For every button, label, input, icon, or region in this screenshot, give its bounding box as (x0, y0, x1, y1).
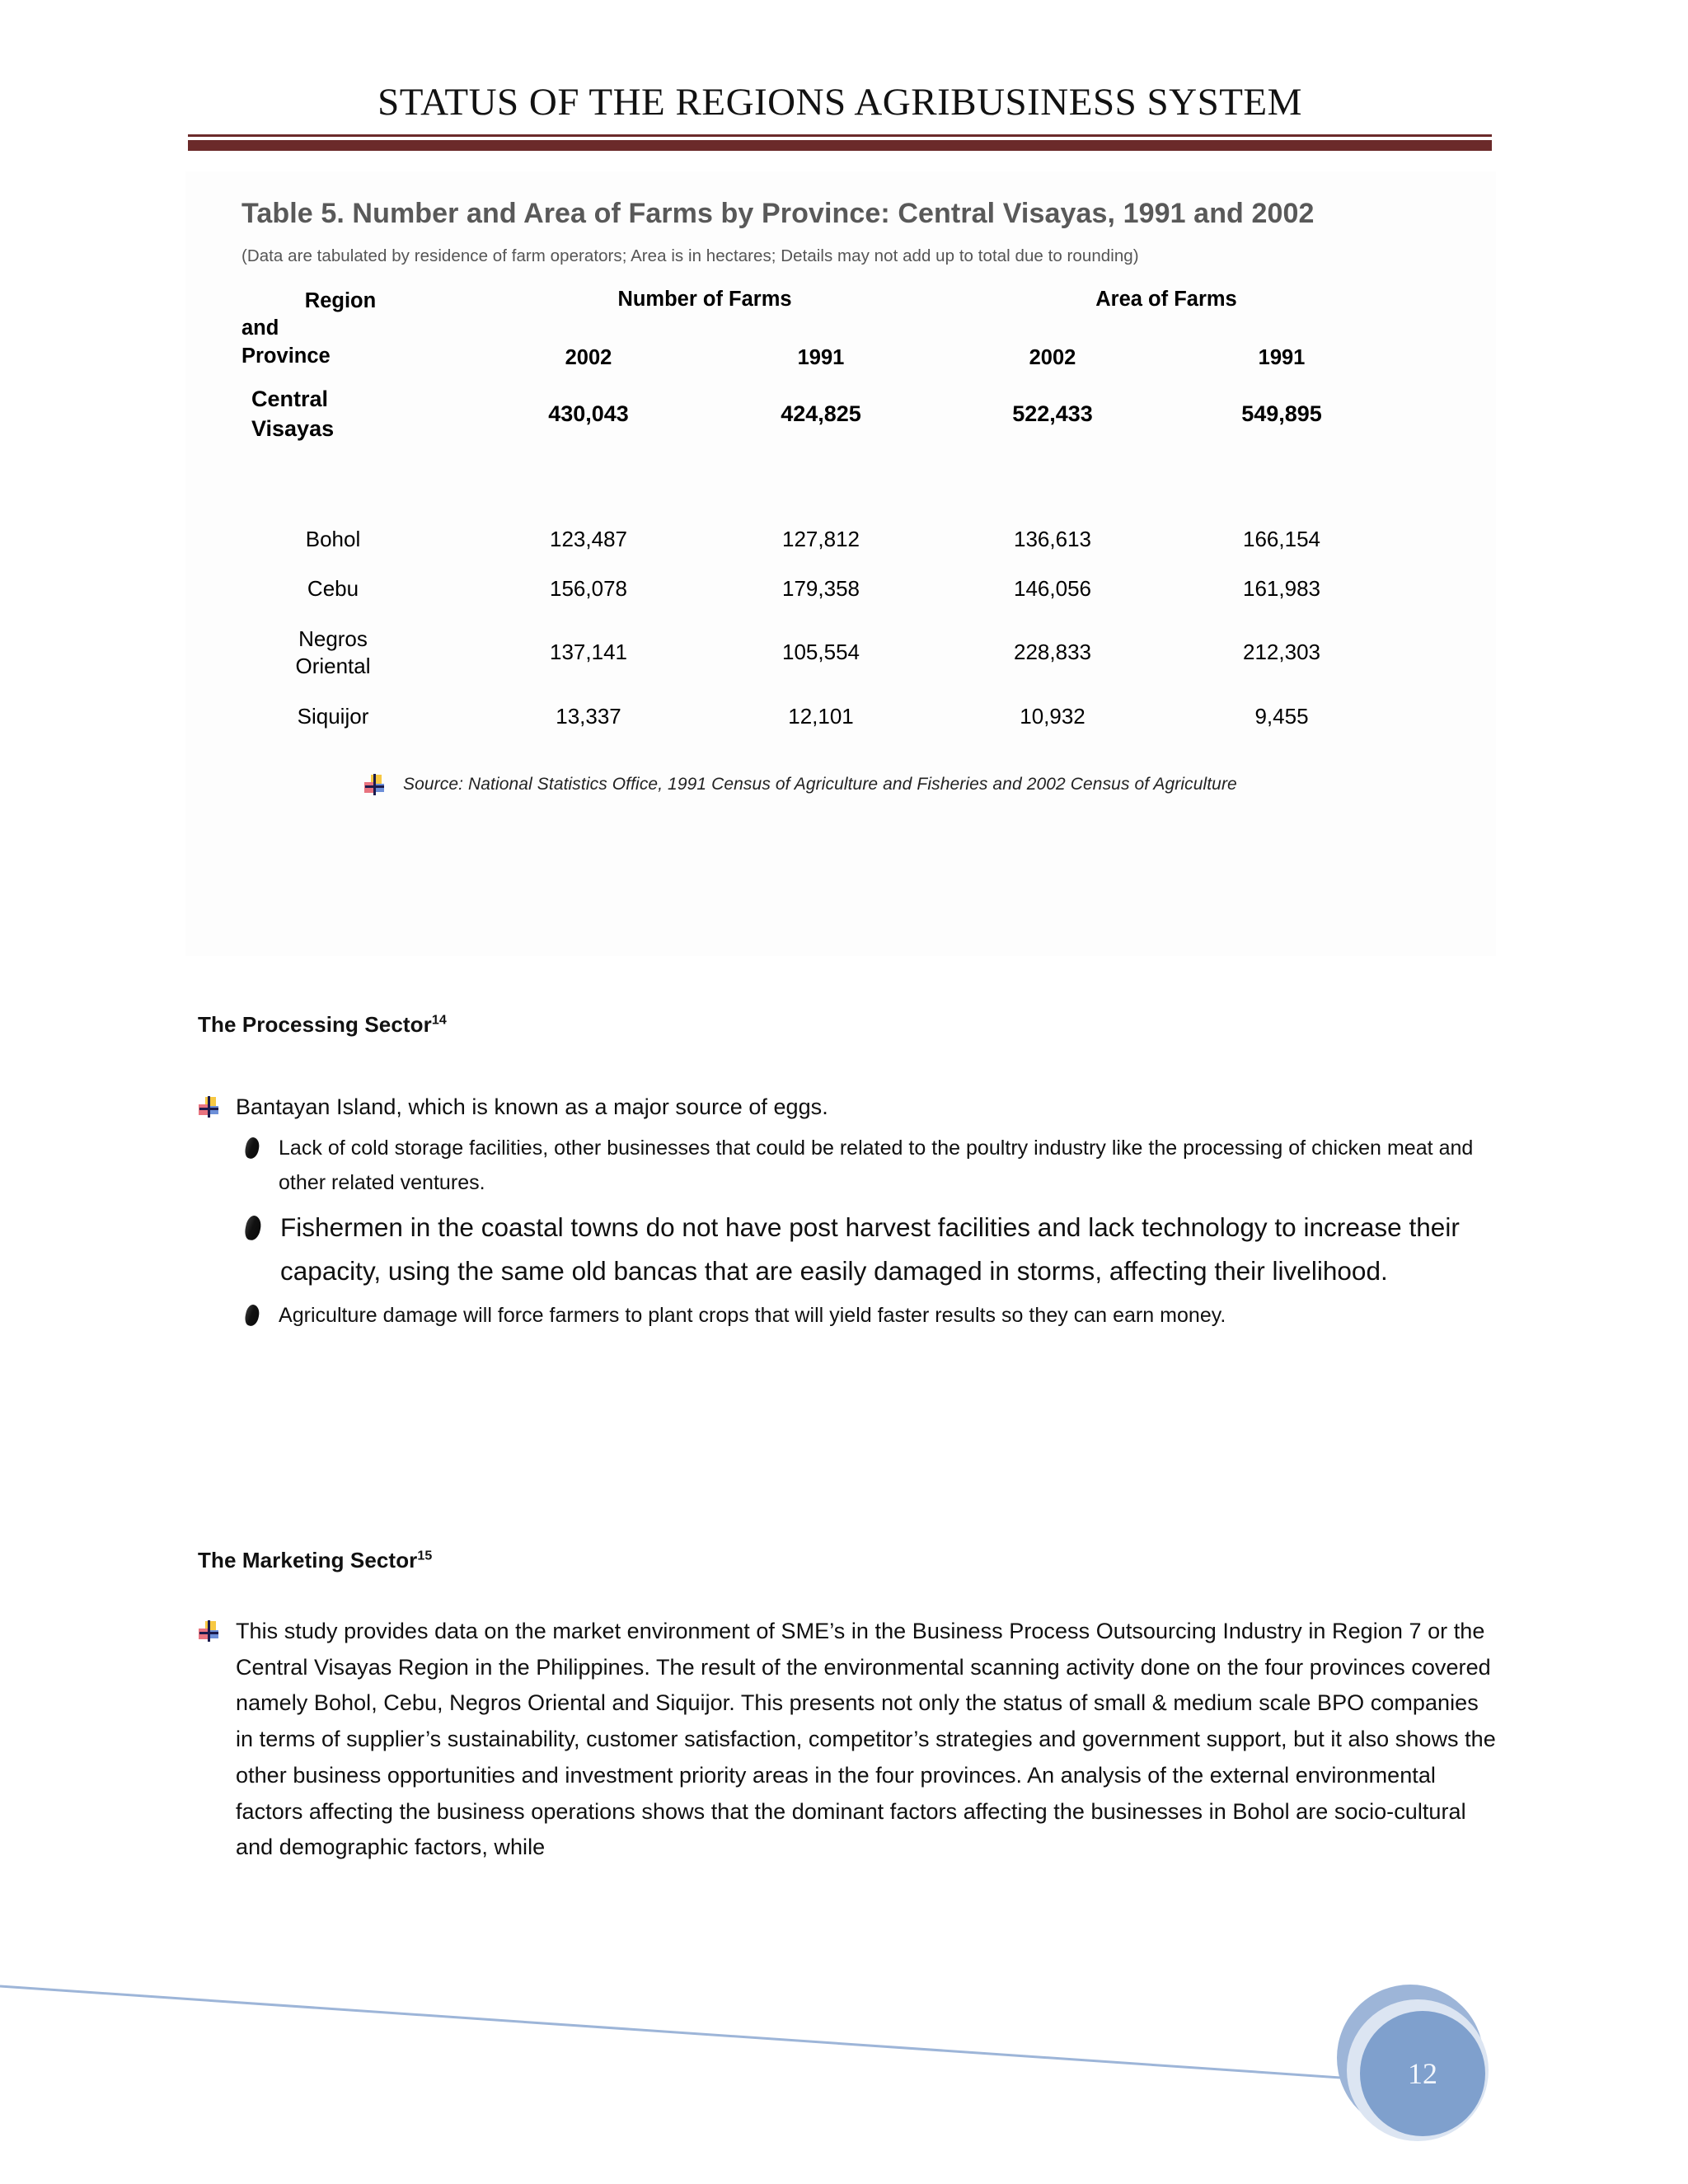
cell-negros-number-2002: 137,141 (550, 640, 627, 665)
list-item (246, 1298, 1496, 1333)
table-row (241, 564, 1395, 614)
cell-bohol-area-2002: 136,613 (1014, 526, 1091, 551)
cell-bohol-number-2002: 123,487 (550, 526, 627, 551)
list-item (246, 1206, 1496, 1293)
leaf-bullet-icon (243, 1136, 260, 1160)
total-area-2002: 522,433 (1012, 401, 1093, 427)
marketing-section (198, 1548, 1496, 1573)
cell-cebu-number-1991: 179,358 (782, 576, 860, 602)
processing-bullets (198, 1090, 1496, 1333)
processing-sub-bullet-3-text: Agriculture damage will force farmers to plant crops that will yield faster results so they can earn money. (279, 1303, 1226, 1327)
pinwheel-bullet-icon (363, 774, 385, 795)
negros-label-line1: Negros (298, 626, 368, 652)
row-label-siquijor: Siquijor (297, 703, 369, 729)
processing-sub-bullet-1-text: Lack of cold storage facilities, other businesses that could be related to the poultry industry like the processing of chicken meat and other related ventures. (279, 1136, 1474, 1195)
column-header-area-2002: 2002 (1029, 346, 1076, 370)
table-row (241, 691, 1395, 742)
table-row (241, 514, 1395, 565)
region-header-line1: Region (304, 288, 377, 312)
page-number-badge (1329, 1976, 1510, 2158)
table-source-text: Source: National Statistics Office, 1991 Census of Agriculture and Fisheries and 2002 Census of Agriculture (403, 775, 1237, 794)
cell-cebu-area-2002: 146,056 (1014, 576, 1091, 602)
processing-sub-bullet-2-text: Fishermen in the coastal towns do not have post harvest facilities and lack technology to increase their capacity, using the same old bancas that are easily damaged in storms, affecting their livelihood. (280, 1212, 1460, 1286)
leaf-bullet-icon (243, 1214, 263, 1241)
table-row-total-central-visayas (241, 370, 1395, 454)
table-spacer-row (241, 455, 1395, 514)
cell-siquijor-area-2002: 10,932 (1020, 703, 1085, 729)
marketing-heading-footnote: 15 (417, 1549, 433, 1563)
table-group-header-row (241, 288, 1395, 329)
total-number-2002: 430,043 (548, 401, 629, 427)
total-label-line2: Visayas (251, 415, 335, 441)
table-panel (185, 171, 1496, 956)
cell-siquijor-number-2002: 13,337 (556, 703, 621, 729)
region-header-line2: and (241, 316, 279, 340)
table-source-line (363, 774, 1451, 795)
column-group-number-of-farms: Number of Farms (617, 287, 792, 311)
cell-siquijor-area-1991: 9,455 (1254, 703, 1309, 729)
table-row (241, 614, 1395, 691)
total-area-1991: 549,895 (1241, 401, 1322, 427)
list-item (198, 1614, 1496, 1866)
leaf-bullet-icon (243, 1303, 260, 1327)
total-number-1991: 424,825 (781, 401, 861, 427)
page-header (188, 82, 1492, 151)
row-label-bohol: Bohol (305, 526, 361, 551)
list-item (198, 1090, 1496, 1126)
cell-negros-area-1991: 212,303 (1243, 640, 1320, 665)
column-header-number-2002: 2002 (565, 346, 612, 370)
row-label-central-visayas (241, 370, 472, 454)
cell-negros-number-1991: 105,554 (782, 640, 860, 665)
column-header-number-1991: 1991 (797, 346, 845, 370)
marketing-heading-text: The Marketing Sector (198, 1548, 418, 1572)
cell-bohol-number-1991: 127,812 (782, 526, 860, 551)
cell-bohol-area-1991: 166,154 (1243, 526, 1320, 551)
header-divider-rule (188, 134, 1492, 151)
column-header-area-1991: 1991 (1258, 346, 1306, 370)
marketing-paragraph-text: This study provides data on the market environment of SME’s in the Business Process Outsourcing Industry in Region 7 or the Central Visayas Region in the Philippines. The result of the environmental scanning activity done on the four provinces covered namely Bohol, Cebu, Negros Oriental and Siquijor. This presents not only the status of small & medium scale BPO companies in terms of supplier’s sustainability, customer satisfaction, competitor’s strategies and government support, but it also shows the other business opportunities and investment priority areas in the four provinces. An analysis of the external environmental factors affecting the business operations shows that the dominant factors affecting the businesses in Bohol are socio-cultural and demographic factors, while (236, 1619, 1496, 1860)
region-header-line3: Province (241, 344, 331, 368)
processing-section (198, 1012, 1496, 1038)
document-title: STATUS OF THE REGIONS AGRIBUSINESS SYSTEM (377, 81, 1302, 124)
processing-main-bullet-text: Bantayan Island, which is known as a major source of eggs. (236, 1094, 828, 1119)
negros-label-line2: Oriental (295, 653, 371, 678)
badge-ring-inner (1360, 2011, 1485, 2136)
table-title: Table 5. Number and Area of Farms by Province: Central Visayas, 1991 and 2002 (241, 198, 1315, 229)
processing-sub-bullet-list (246, 1131, 1496, 1333)
header-rule-thick (188, 140, 1492, 151)
footer-accent-line (0, 1985, 1418, 2108)
cell-negros-area-2002: 228,833 (1014, 640, 1091, 665)
cell-cebu-number-2002: 156,078 (550, 576, 627, 602)
list-item (246, 1131, 1496, 1201)
table-note: (Data are tabulated by residence of farm operators; Area is in hectares; Details may not add up to total due to rounding) (241, 246, 1139, 265)
farms-table (241, 288, 1395, 742)
page-number: 12 (1408, 2057, 1437, 2090)
total-label-line1: Central (251, 387, 329, 412)
processing-heading-text: The Processing Sector (198, 1012, 432, 1037)
processing-heading-footnote: 14 (431, 1013, 447, 1028)
marketing-section-heading (198, 1548, 1496, 1573)
column-header-region (241, 288, 472, 371)
row-label-negros-oriental (241, 614, 472, 691)
column-group-area-of-farms: Area of Farms (1095, 287, 1237, 311)
cell-cebu-area-1991: 161,983 (1243, 576, 1320, 602)
pinwheel-bullet-icon (198, 1096, 219, 1118)
marketing-body (198, 1614, 1496, 1866)
row-label-cebu: Cebu (307, 576, 359, 602)
pinwheel-bullet-icon (198, 1620, 219, 1642)
cell-siquijor-number-1991: 12,101 (788, 703, 854, 729)
processing-section-heading (198, 1012, 1496, 1038)
